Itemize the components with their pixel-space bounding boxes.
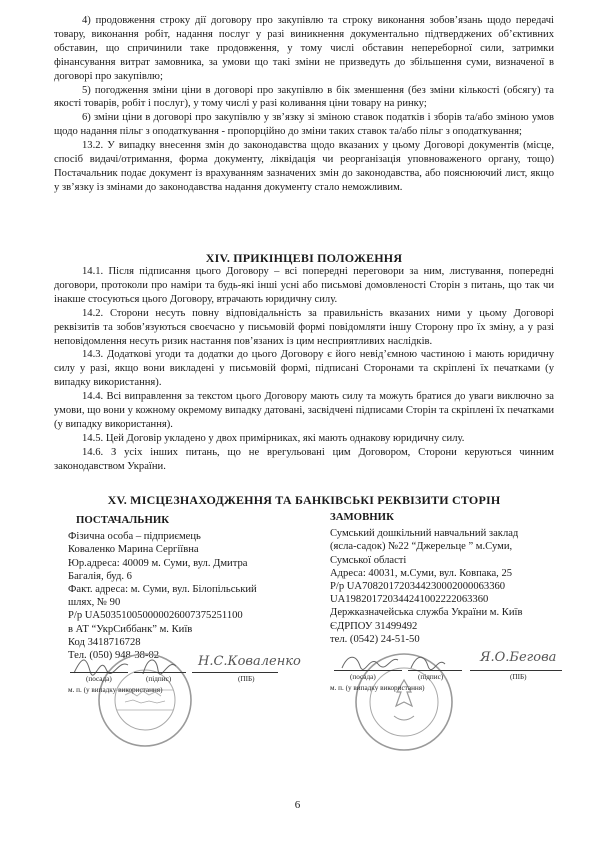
supplier-line: Код 3418716728	[68, 636, 141, 648]
paragraph: 4) продовження строку дії договору про закупівлю та строку виконання зобов’язань щодо передачі товару, виконання робіт, надання послуг у разі виникнення документально підтверджених об’єктивних обставин, що спричинили таке продовження, у тому числі обставин непереборної сили, затримки фінансування витрат замовника, за умови що такі зміни не призведуть до збільшення суми, визначеної в договорі про закупівлю;	[54, 15, 554, 82]
supplier-line: Коваленко Марина Сергіївна	[68, 544, 199, 556]
paragraph: 6) зміни ціни в договорі про закупівлю у зв’язку зі зміною ставок податків і зборів та/або зміною умов щодо надання пільг з оподаткування - пропорційно до зміни таких ставок та/або пільг з оподаткування;	[54, 112, 554, 138]
paragraph: 14.6. З усіх інших питань, що не врегульовані цим Договором, Сторони керуються чинним законодавством України.	[54, 446, 554, 472]
amendment-conditions-block	[54, 14, 554, 195]
customer-name-label: (ПІБ)	[510, 673, 527, 681]
customer-line: Адреса: 40031, м.Суми, вул. Ковпака, 25	[330, 567, 513, 579]
customer-signature-label: (підпис)	[418, 673, 444, 681]
supplier-requisites	[68, 514, 308, 662]
customer-name-line	[470, 670, 562, 671]
supplier-signature-line	[134, 672, 186, 673]
page-number: 6	[294, 799, 301, 811]
customer-line: Сумської області	[330, 554, 407, 566]
customer-signature-name: Я.О.Бегова	[480, 650, 557, 665]
section-title-requisites: XV. МІСЦЕЗНАХОДЖЕННЯ ТА БАНКІВСЬКІ РЕКВІЗИТИ СТОРІН	[107, 493, 501, 507]
supplier-line: Юр.адреса: 40009 м. Суми, вул. Дмитра	[68, 557, 248, 569]
supplier-line: шлях, № 90	[68, 597, 121, 609]
customer-heading: ЗАМОВНИК	[330, 511, 394, 523]
supplier-signature-name: Н.С.Коваленко	[198, 654, 301, 669]
customer-stamp-label: м. п. (у випадку використання)	[330, 684, 425, 692]
supplier-name-line	[192, 672, 278, 673]
supplier-line: Тел. (050) 948-38-02	[68, 650, 160, 662]
customer-line: Держказначейська служба України м. Київ	[330, 607, 523, 619]
paragraph: 13.2. У випадку внесення змін до законодавства щодо вказаних у цьому Договорі документів (місце, спосіб видачі/отримання, форма документу, ліквідація чи реорганізація уповноваженого органу, тощо) Постачальник подає документ із врахуванням зазначених змін до законодавства, або пояснюючий лист, якщо у зв’язку із змінами до законодавства надання документу стало неможливим.	[54, 140, 554, 193]
supplier-line: в АТ “УкрСиббанк” м. Київ	[68, 623, 193, 635]
customer-signature-line	[408, 670, 462, 671]
customer-line: тел. (0542) 24-51-50	[330, 633, 420, 645]
supplier-signature-label: (підпис)	[146, 675, 172, 683]
supplier-line: Багалія, буд. 6	[68, 570, 132, 582]
paragraph: 14.5. Цей Договір укладено у двох примірниках, які мають однакову юридичну силу.	[82, 432, 465, 444]
customer-requisites	[330, 511, 560, 646]
supplier-heading: ПОСТАЧАЛЬНИК	[76, 514, 170, 526]
customer-line: Р/р UA708201720344230002000063360	[330, 581, 506, 593]
customer-position-label: (посада)	[350, 673, 376, 681]
customer-line: ЄДРПОУ 31499492	[330, 620, 418, 632]
supplier-line: Факт. адреса: м. Суми, вул. Білопільський	[68, 584, 257, 596]
supplier-line: Фізична особа – підприємець	[68, 531, 201, 543]
customer-position-line	[334, 670, 402, 671]
paragraph: 14.4. Всі виправлення за текстом цього Договору мають силу та можуть братися до уваги виключно за умови, що вони у кожному окремому випадку датовані, засвідчені підписами Сторін та скріплені їх печатками (у випадку використання).	[54, 391, 554, 430]
paragraph: 14.2. Сторони несуть повну відповідальність за правильність вказаних ними у цьому Договорі реквізитів та зобов’язуються своєчасно у письмовій формі повідомляти іншу Сторону про їх зміну, а у разі неповідомлення несуть ризик настання пов’язаних із цим несприятливих наслідків.	[54, 307, 554, 347]
supplier-stamp-label: м. п. (у випадку використання)	[68, 686, 163, 694]
final-provisions-block	[54, 265, 554, 474]
customer-line: Сумський дошкільний навчальний заклад	[330, 528, 519, 540]
supplier-line: Р/р UA503510050000026007375251100	[68, 610, 243, 622]
supplier-name-label: (ПІБ)	[238, 675, 255, 683]
customer-line: UA198201720344241002222063360	[330, 594, 489, 606]
supplier-position-line	[70, 672, 128, 673]
paragraph: 14.1. Після підписання цього Договору – всі попередні переговори за ним, листування, попередні договори, протоколи про наміри та будь-які інші усні або письмові домовленості Сторін з питань, що так чи інакше стосуються цього Договору, втрачають юридичну силу.	[54, 266, 554, 305]
paragraph: 5) погодження зміни ціни в договорі про закупівлю в бік зменшення (без зміни кількості (обсягу) та якості товарів, робіт і послуг), у тому числі у разі коливання ціни товару на ринку;	[54, 84, 554, 110]
section-title-final-provisions: XIV. ПРИКІНЦЕВІ ПОЛОЖЕННЯ	[205, 251, 403, 265]
customer-line: (ясла-садок) №22 “Джерельце ” м.Суми,	[330, 541, 513, 553]
paragraph: 14.3. Додаткові угоди та додатки до цього Договору є його невід’ємною частиною і мають юридичну силу у разі, якщо вони викладені у письмовій формі, підписані Сторонами та скріплені їх печатками (у випадку використання).	[54, 349, 554, 389]
supplier-position-label: (посада)	[86, 675, 112, 683]
